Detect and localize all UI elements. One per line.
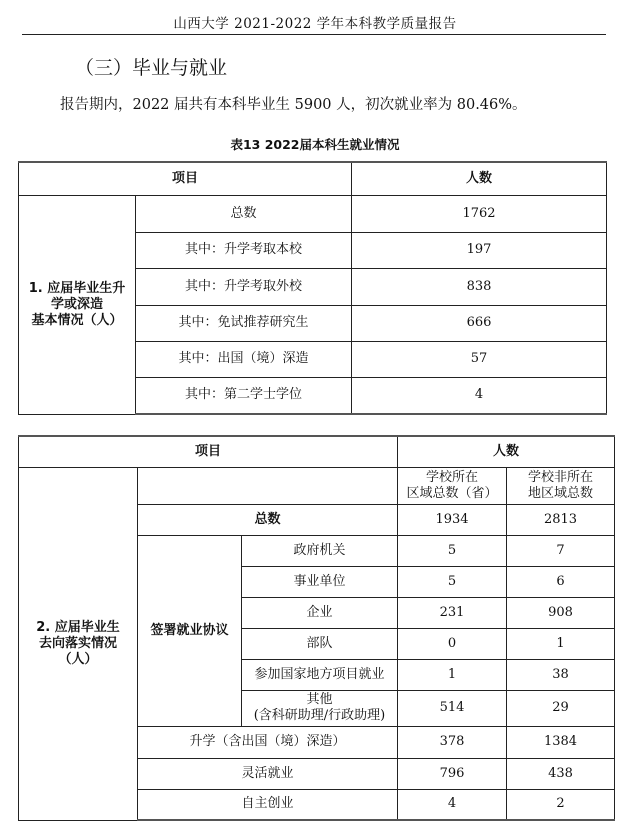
table-further-study: [18, 161, 607, 415]
row-value-out-province: 438: [507, 758, 615, 789]
row-value-in-province: 1: [398, 659, 507, 690]
row-label: 部队: [242, 628, 398, 659]
row-value-in-province: 796: [398, 758, 507, 789]
row-value-out-province: 1: [507, 628, 615, 659]
subheader-out-province: 学校非所在 地区域总数: [507, 467, 615, 504]
table-header-row: [19, 436, 615, 467]
row-label: 其他 (含科研助理/行政助理): [242, 690, 398, 726]
row-value: 57: [352, 341, 607, 377]
row-value-in-province: 0: [398, 628, 507, 659]
subheader-in-province: 学校所在 区域总数（省）: [398, 467, 507, 504]
row-value-out-province: 908: [507, 597, 615, 628]
table-subheader-row: [19, 467, 615, 504]
row-value-out-province: 38: [507, 659, 615, 690]
row-value-in-province: 514: [398, 690, 507, 726]
row-label: 其中：免试推荐研究生: [136, 305, 352, 341]
row-value-out-province: 1384: [507, 726, 615, 758]
table-header-row: [19, 162, 607, 195]
row-value: 197: [352, 232, 607, 268]
row-label: 政府机关: [242, 535, 398, 566]
row-value-in-province: 378: [398, 726, 507, 758]
row-label: 其中：升学考取外校: [136, 268, 352, 305]
row-value: 838: [352, 268, 607, 305]
group-label-further-study: 1. 应届毕业生升 学或深造 基本情况（人）: [19, 195, 136, 414]
row-label: 参加国家地方项目就业: [242, 659, 398, 690]
row-value-in-province: 1934: [398, 504, 507, 535]
row-value-out-province: 2: [507, 789, 615, 820]
header-count: 人数: [352, 162, 607, 195]
table-row: [19, 195, 607, 232]
row-label: 升学（含出国（境）深造）: [138, 726, 398, 758]
table-employment-destination: [18, 435, 615, 821]
subheader-blank: [138, 467, 398, 504]
row-value: 666: [352, 305, 607, 341]
table-caption: 表13 2022届本科生就业情况: [230, 137, 400, 152]
row-value-in-province: 5: [398, 566, 507, 597]
row-label: 企业: [242, 597, 398, 628]
row-label: 其中：升学考取本校: [136, 232, 352, 268]
row-value-in-province: 5: [398, 535, 507, 566]
header-item: 项目: [19, 162, 352, 195]
row-value: 1762: [352, 195, 607, 232]
row-label: 自主创业: [138, 789, 398, 820]
group-label-contract: 签署就业协议: [138, 535, 242, 726]
row-value: 4: [352, 377, 607, 414]
row-value-out-province: 2813: [507, 504, 615, 535]
running-header: 山西大学 2021-2022 学年本科教学质量报告: [173, 16, 457, 32]
row-value-out-province: 29: [507, 690, 615, 726]
row-value-out-province: 7: [507, 535, 615, 566]
row-value-out-province: 6: [507, 566, 615, 597]
header-count: 人数: [398, 436, 615, 467]
row-value-in-province: 4: [398, 789, 507, 820]
header-rule: [22, 34, 606, 35]
row-label: 灵活就业: [138, 758, 398, 789]
row-label: 事业单位: [242, 566, 398, 597]
section-title: （三）毕业与就业: [75, 57, 228, 79]
header-item: 项目: [19, 436, 398, 467]
intro-paragraph: 报告期内，2022 届共有本科毕业生 5900 人，初次就业率为 80.46%。: [60, 97, 527, 113]
row-label: 其中：第二学士学位: [136, 377, 352, 414]
row-label: 总数: [136, 195, 352, 232]
group-label-destination: 2. 应届毕业生 去向落实情况 （人）: [19, 467, 138, 820]
row-label: 总数: [138, 504, 398, 535]
row-label: 其中：出国（境）深造: [136, 341, 352, 377]
row-value-in-province: 231: [398, 597, 507, 628]
